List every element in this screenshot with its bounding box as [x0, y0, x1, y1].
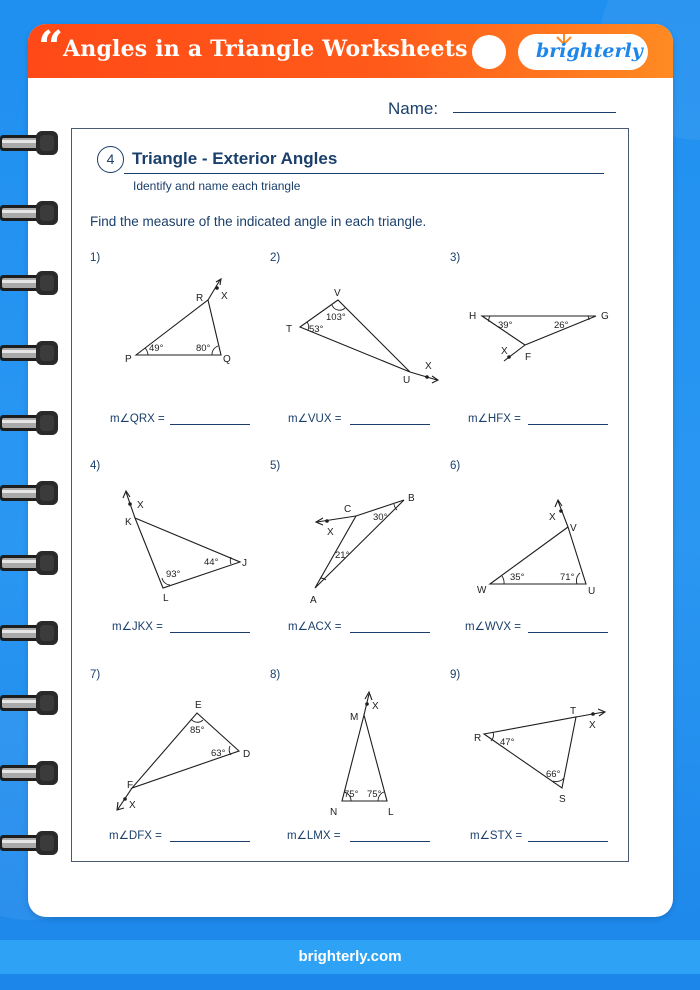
vertex-label: K	[125, 517, 132, 528]
binding-ring	[0, 617, 58, 649]
triangle-figure	[450, 460, 630, 620]
vertex-label: X	[549, 512, 556, 523]
angle-label: 71°	[560, 572, 575, 583]
vertex-label: X	[137, 500, 144, 511]
angle-label: 49°	[149, 343, 164, 354]
problem-number: 1)	[90, 252, 101, 264]
vertex-label: V	[334, 288, 341, 299]
answer-blank[interactable]	[528, 632, 608, 633]
problem-1	[90, 252, 270, 452]
angle-label: 85°	[190, 725, 205, 736]
vertex-label: Q	[223, 354, 231, 365]
vertex-label: G	[601, 311, 609, 322]
vertex-label: X	[327, 527, 334, 538]
answer-blank[interactable]	[170, 632, 250, 633]
problem-number: 9)	[450, 669, 461, 681]
answer-prompt: m∠WVX =	[465, 621, 521, 633]
brand-logo: brighterly	[536, 40, 643, 62]
angle-label: 53°	[309, 324, 324, 335]
problem-5	[270, 460, 450, 660]
triangle-figure	[270, 669, 450, 829]
binding-ring	[0, 337, 58, 369]
problem-number: 5)	[270, 460, 281, 472]
angle-label: 63°	[211, 748, 226, 759]
section-subtitle: Identify and name each triangle	[133, 179, 301, 193]
vertex-label: X	[501, 346, 508, 357]
vertex-label: E	[195, 700, 202, 711]
problem-6	[450, 460, 630, 660]
problem-number: 6)	[450, 460, 461, 472]
vertex-label: R	[196, 293, 204, 304]
triangle-figure	[450, 669, 630, 829]
problem-number: 7)	[90, 669, 101, 681]
answer-blank[interactable]	[350, 424, 430, 425]
section-divider	[124, 173, 604, 174]
angle-label: 75°	[344, 789, 359, 800]
circle-icon	[472, 35, 506, 69]
triangle-figure	[90, 252, 270, 412]
problem-number: 8)	[270, 669, 281, 681]
angle-label: 44°	[204, 557, 219, 568]
vertex-label: V	[570, 523, 577, 534]
triangle-figure	[270, 252, 450, 412]
vertex-label: S	[559, 794, 566, 805]
problem-number: 3)	[450, 252, 461, 264]
vertex-label: T	[570, 706, 577, 717]
angle-label: 103°	[326, 312, 346, 323]
problem-8	[270, 669, 450, 869]
answer-prompt: m∠LMX =	[287, 830, 341, 842]
angle-label: 35°	[510, 572, 525, 583]
vertex-label: U	[588, 586, 596, 597]
vertex-label: F	[525, 352, 532, 363]
vertex-label: U	[403, 375, 411, 386]
problem-4	[90, 460, 270, 660]
vertex-label: J	[242, 558, 247, 569]
answer-prompt: m∠HFX =	[468, 413, 521, 425]
problem-2	[270, 252, 450, 452]
name-input-line[interactable]	[453, 112, 616, 113]
vertex-label: L	[388, 807, 394, 818]
angle-label: 26°	[554, 320, 569, 331]
vertex-label: D	[243, 749, 251, 760]
vertex-label: W	[477, 585, 487, 596]
answer-prompt: m∠QRX =	[110, 413, 165, 425]
binding-ring	[0, 127, 58, 159]
answer-blank[interactable]	[528, 841, 608, 842]
vertex-label: C	[344, 504, 352, 515]
section-title: Triangle - Exterior Angles	[132, 149, 338, 168]
vertex-label: X	[589, 720, 596, 731]
binding-ring	[0, 197, 58, 229]
problem-7	[90, 669, 270, 869]
problem-number: 2)	[270, 252, 281, 264]
angle-label: 66°	[546, 769, 561, 780]
answer-prompt: m∠DFX =	[109, 830, 162, 842]
vertex-label: P	[125, 354, 132, 365]
binding-ring	[0, 827, 58, 859]
answer-blank[interactable]	[170, 841, 250, 842]
binding-ring	[0, 267, 58, 299]
answer-prompt: m∠JKX =	[112, 621, 163, 633]
binding-ring	[0, 407, 58, 439]
answer-prompt: m∠ACX =	[288, 621, 342, 633]
vertex-label: X	[129, 800, 136, 811]
name-label: Name:	[388, 99, 439, 118]
problem-9	[450, 669, 630, 869]
triangle-figure	[90, 669, 270, 829]
page-title: Angles in a Triangle Worksheets	[63, 36, 468, 62]
answer-blank[interactable]	[170, 424, 250, 425]
vertex-label: X	[425, 361, 432, 372]
triangle-figure	[450, 252, 630, 412]
vertex-label: X	[221, 291, 228, 302]
answer-blank[interactable]	[350, 632, 430, 633]
angle-label: 30°	[373, 512, 388, 523]
vertex-label: A	[310, 595, 317, 606]
binding-ring	[0, 547, 58, 579]
vertex-label: X	[372, 701, 379, 712]
triangle-figure	[270, 460, 450, 620]
vertex-label: N	[330, 807, 338, 818]
answer-prompt: m∠VUX =	[288, 413, 342, 425]
instructions: Find the measure of the indicated angle in each triangle.	[90, 214, 427, 229]
vertex-label: R	[474, 733, 482, 744]
answer-blank[interactable]	[350, 841, 430, 842]
vertex-label: F	[127, 780, 134, 791]
section-number: 4	[97, 146, 124, 173]
problem-3	[450, 252, 630, 452]
vertex-label: H	[469, 311, 477, 322]
angle-label: 21°	[335, 550, 350, 561]
angle-label: 80°	[196, 343, 211, 354]
angle-label: 39°	[498, 320, 513, 331]
answer-prompt: m∠STX =	[470, 830, 523, 842]
binding-ring	[0, 477, 58, 509]
vertex-label: B	[408, 493, 415, 504]
vertex-label: T	[286, 324, 293, 335]
binding-ring	[0, 757, 58, 789]
vertex-label: M	[350, 712, 359, 723]
triangle-figure	[90, 460, 270, 620]
answer-blank[interactable]	[528, 424, 608, 425]
angle-label: 47°	[500, 737, 515, 748]
quote-mark-icon: “	[38, 22, 64, 73]
angle-label: 93°	[166, 569, 181, 580]
footer-url[interactable]: brighterly.com	[298, 948, 402, 965]
vertex-label: L	[163, 593, 169, 604]
angle-label: 75°	[367, 789, 382, 800]
problem-number: 4)	[90, 460, 101, 472]
binding-ring	[0, 687, 58, 719]
